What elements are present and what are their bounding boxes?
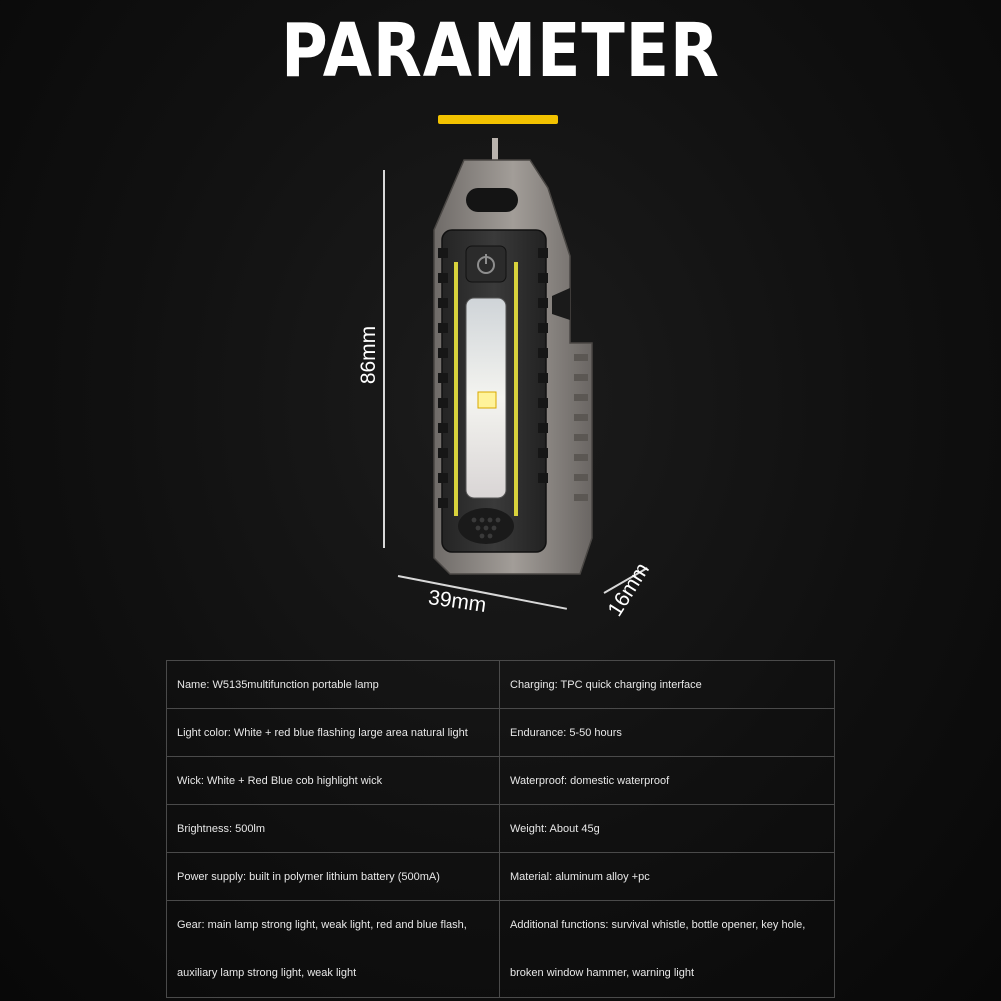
- table-row: [167, 757, 835, 805]
- spec-cell: Material: aluminum alloy +pc: [500, 853, 835, 901]
- gear-line-2: auxiliary lamp strong light, weak light: [177, 967, 357, 979]
- spec-cell: Light color: White + red blue flashing large area natural light: [167, 709, 500, 757]
- spec-cell: Endurance: 5-50 hours: [500, 709, 835, 757]
- spec-cell: Power supply: built in polymer lithium battery (500mA): [167, 853, 500, 901]
- spec-cell: Waterproof: domestic waterproof: [500, 757, 835, 805]
- title-underline: [438, 115, 558, 124]
- spec-cell: Brightness: 500lm: [167, 805, 500, 853]
- table-row: [167, 709, 835, 757]
- functions-line-1: Additional functions: survival whistle, bottle opener, key hole,: [510, 919, 806, 931]
- height-dimension-line: [383, 170, 385, 548]
- table-row: [167, 805, 835, 853]
- page-title: PARAMETER: [281, 8, 720, 94]
- height-label: 86mm: [357, 325, 381, 385]
- spec-cell: Name: W5135multifunction portable lamp: [167, 661, 500, 709]
- spec-table: [166, 660, 835, 998]
- table-row: [167, 853, 835, 901]
- depth-label: 16mm: [603, 558, 654, 621]
- width-label: 39mm: [426, 586, 488, 617]
- gear-line-1: Gear: main lamp strong light, weak light, red and blue flash,: [177, 919, 467, 931]
- spec-cell: Weight: About 45g: [500, 805, 835, 853]
- cob-led: [478, 392, 496, 408]
- table-row: [167, 901, 835, 998]
- functions-line-2: broken window hammer, warning light: [510, 967, 695, 979]
- aux-led-left: [454, 262, 458, 516]
- spec-cell: Wick: White + Red Blue cob highlight wick: [167, 757, 500, 805]
- spec-cell: [167, 901, 500, 998]
- aux-led-right: [514, 262, 518, 516]
- keychain-lamp-illustration: [420, 138, 620, 588]
- spec-cell: [500, 901, 835, 998]
- key-hole: [466, 188, 518, 212]
- table-row: [167, 661, 835, 709]
- spec-cell: Charging: TPC quick charging interface: [500, 661, 835, 709]
